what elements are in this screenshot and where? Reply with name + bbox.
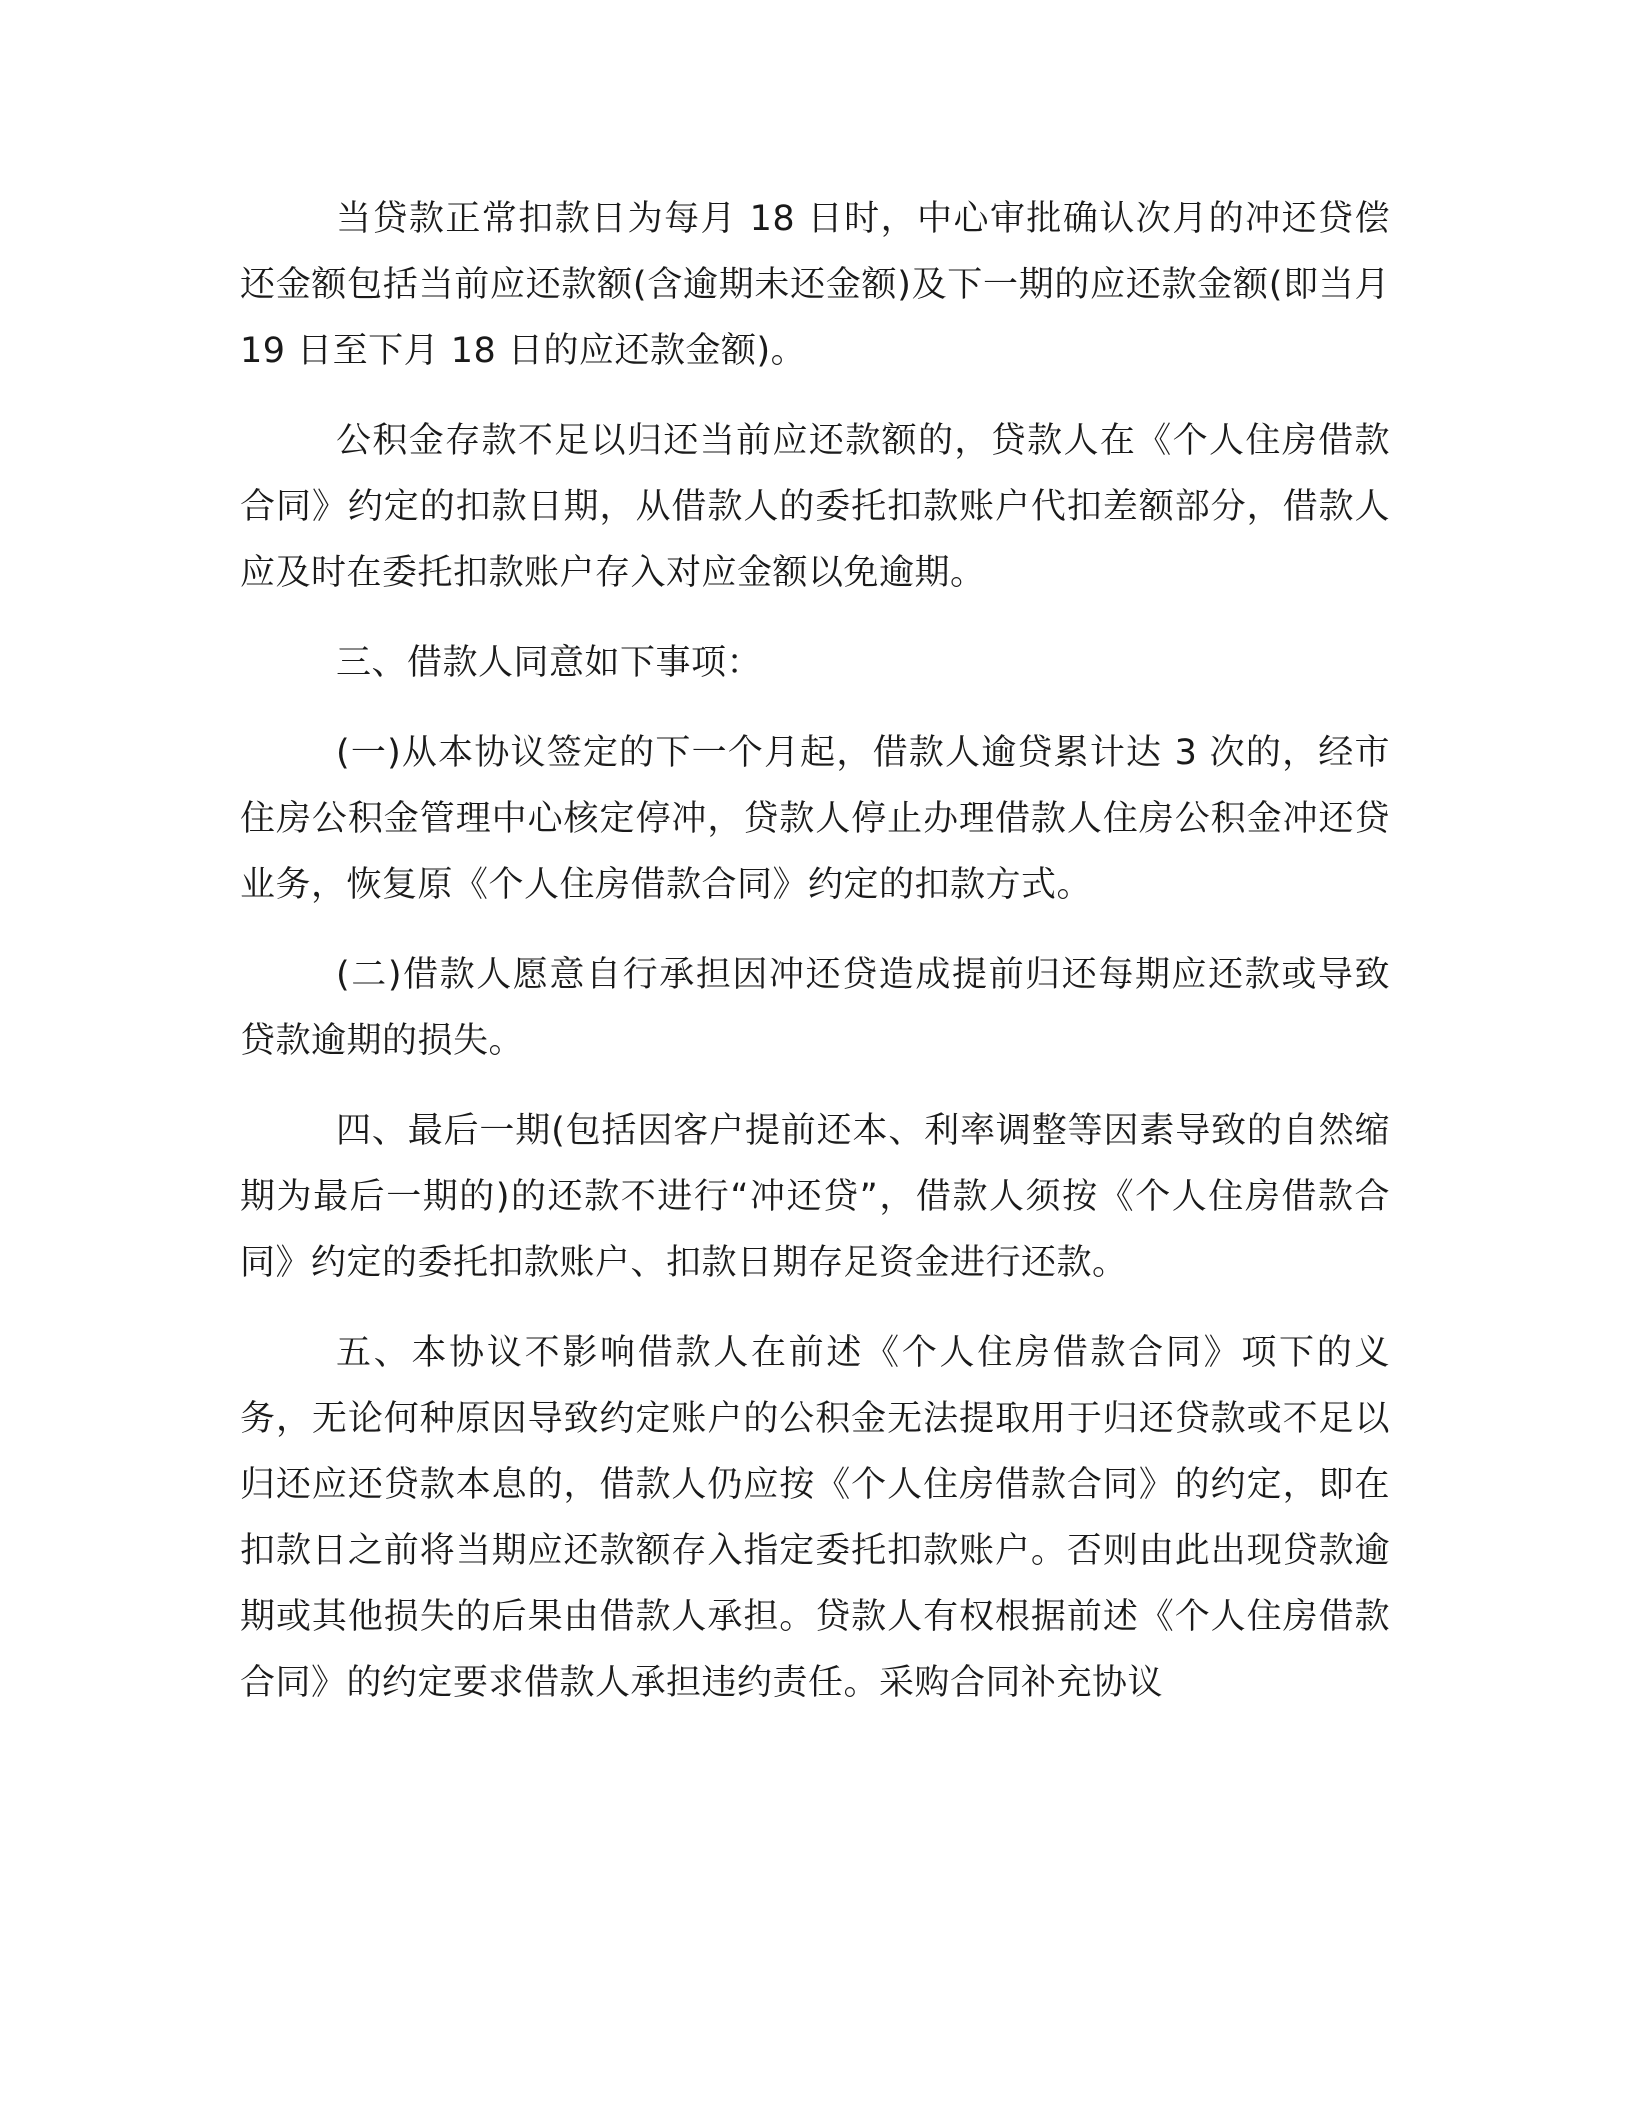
paragraph-section-five: 五、本协议不影响借款人在前述《个人住房借款合同》项下的义务，无论何种原因导致约定账户的公积金无法提取用于归还贷款或不足以归还应还贷款本息的，借款人仍应按《个人住房借款合同》的约定，即在扣款日之前将当期应还款额存入指定委托扣款账户。否则由此出现贷款逾期或其他损失的后果由借款人承担。贷款人有权根据前述《个人住房借款合同》的约定要求借款人承担违约责任。采购合同补充协议 — [240, 1333, 1390, 1703]
section-heading-three: 三、借款人同意如下事项： — [336, 643, 763, 683]
paragraph-deduction-date: 当贷款正常扣款日为每月 18 日时，中心审批确认次月的冲还贷偿还金额包括当前应还款额(含逾期未还金额)及下一期的应还款金额(即当月 19 日至下月 18 日的应还款金额)。 — [240, 199, 1390, 371]
paragraph-insufficient-balance: 公积金存款不足以归还当前应还款额的，贷款人在《个人住房借款合同》约定的扣款日期，从借款人的委托扣款账户代扣差额部分，借款人应及时在委托扣款账户存入对应金额以免逾期。 — [240, 421, 1390, 593]
paragraph-item-one: (一)从本协议签定的下一个月起，借款人逾贷累计达 3 次的，经市住房公积金管理中心核定停冲，贷款人停止办理借款人住房公积金冲还贷业务，恢复原《个人住房借款合同》约定的扣款方式。 — [240, 733, 1390, 905]
paragraph-section-four: 四、最后一期(包括因客户提前还本、利率调整等因素导致的自然缩期为最后一期的)的还款不进行“冲还贷”，借款人须按《个人住房借款合同》约定的委托扣款账户、扣款日期存足资金进行还款。 — [240, 1111, 1390, 1283]
document-body — [240, 186, 1390, 1740]
paragraph-item-two: (二)借款人愿意自行承担因冲还贷造成提前归还每期应还款或导致贷款逾期的损失。 — [240, 955, 1390, 1061]
